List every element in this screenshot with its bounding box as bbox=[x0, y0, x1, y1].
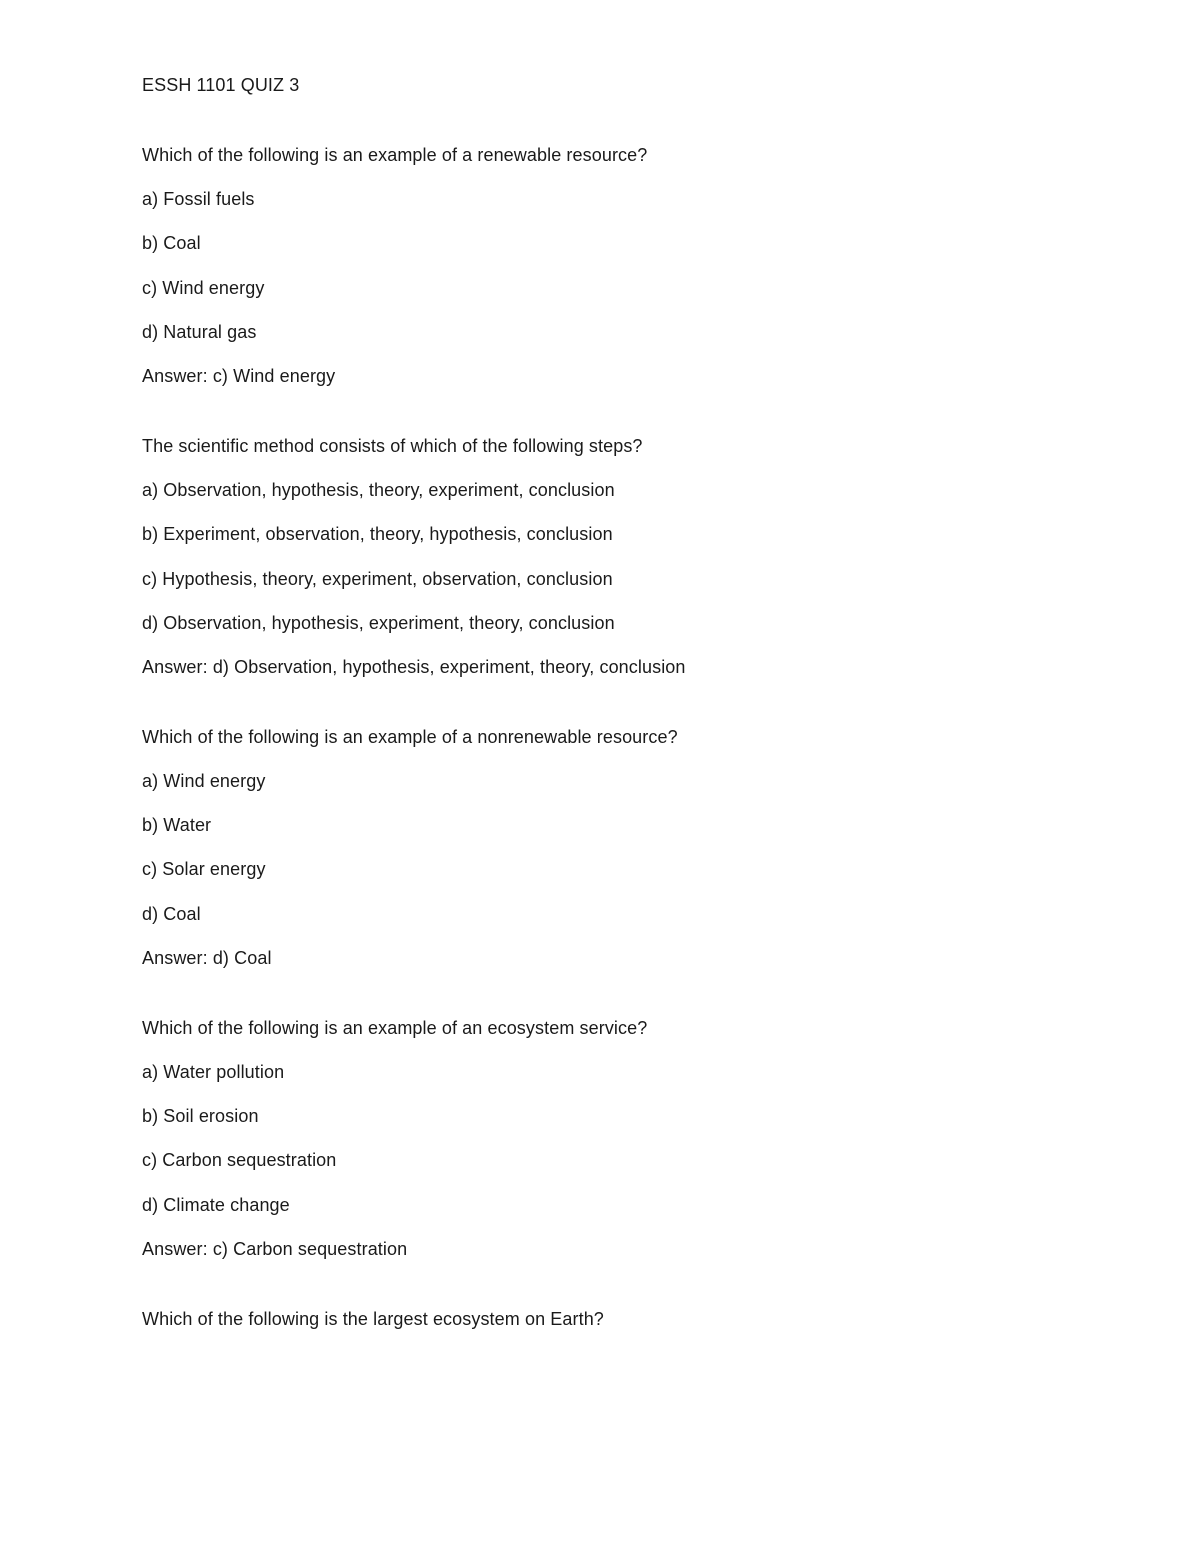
answer-option-d: d) Observation, hypothesis, experiment, theory, conclusion bbox=[142, 612, 615, 633]
document-title: ESSH 1101 QUIZ 3 bbox=[142, 75, 300, 95]
answer-option-a: a) Observation, hypothesis, theory, experiment, conclusion bbox=[142, 480, 615, 501]
answer-option-c: c) Carbon sequestration bbox=[142, 1150, 337, 1171]
correct-answer: Answer: d) Coal bbox=[142, 947, 272, 968]
answer-option-b: b) Water bbox=[142, 815, 212, 836]
question-prompt: The scientific method consists of which of the following steps? bbox=[142, 435, 643, 456]
document-body bbox=[142, 72, 1102, 1350]
question-2 bbox=[142, 433, 1102, 680]
question-prompt: Which of the following is the largest ecosystem on Earth? bbox=[142, 1308, 604, 1329]
answer-option-a: a) Fossil fuels bbox=[142, 189, 255, 210]
correct-answer: Answer: c) Carbon sequestration bbox=[142, 1238, 408, 1259]
answer-option-c: c) Wind energy bbox=[142, 277, 265, 298]
question-prompt: Which of the following is an example of a renewable resource? bbox=[142, 145, 648, 165]
question-3 bbox=[142, 724, 1102, 971]
question-1 bbox=[142, 142, 1102, 389]
answer-option-b: b) Coal bbox=[142, 233, 201, 254]
correct-answer: Answer: d) Observation, hypothesis, experiment, theory, conclusion bbox=[142, 656, 686, 677]
answer-option-a: a) Wind energy bbox=[142, 771, 266, 792]
answer-option-d: d) Coal bbox=[142, 903, 201, 924]
answer-option-d: d) Natural gas bbox=[142, 321, 257, 342]
answer-option-b: b) Soil erosion bbox=[142, 1106, 259, 1127]
answer-option-b: b) Experiment, observation, theory, hypothesis, conclusion bbox=[142, 524, 613, 545]
question-prompt: Which of the following is an example of an ecosystem service? bbox=[142, 1017, 648, 1038]
answer-option-c: c) Hypothesis, theory, experiment, observation, conclusion bbox=[142, 568, 613, 589]
answer-option-a: a) Water pollution bbox=[142, 1062, 285, 1082]
answer-option-d: d) Climate change bbox=[142, 1194, 290, 1215]
answer-option-c: c) Solar energy bbox=[142, 859, 266, 880]
question-5 bbox=[142, 1306, 1102, 1332]
correct-answer: Answer: c) Wind energy bbox=[142, 365, 336, 386]
question-prompt: Which of the following is an example of a nonrenewable resource? bbox=[142, 726, 678, 747]
question-4 bbox=[142, 1015, 1102, 1262]
